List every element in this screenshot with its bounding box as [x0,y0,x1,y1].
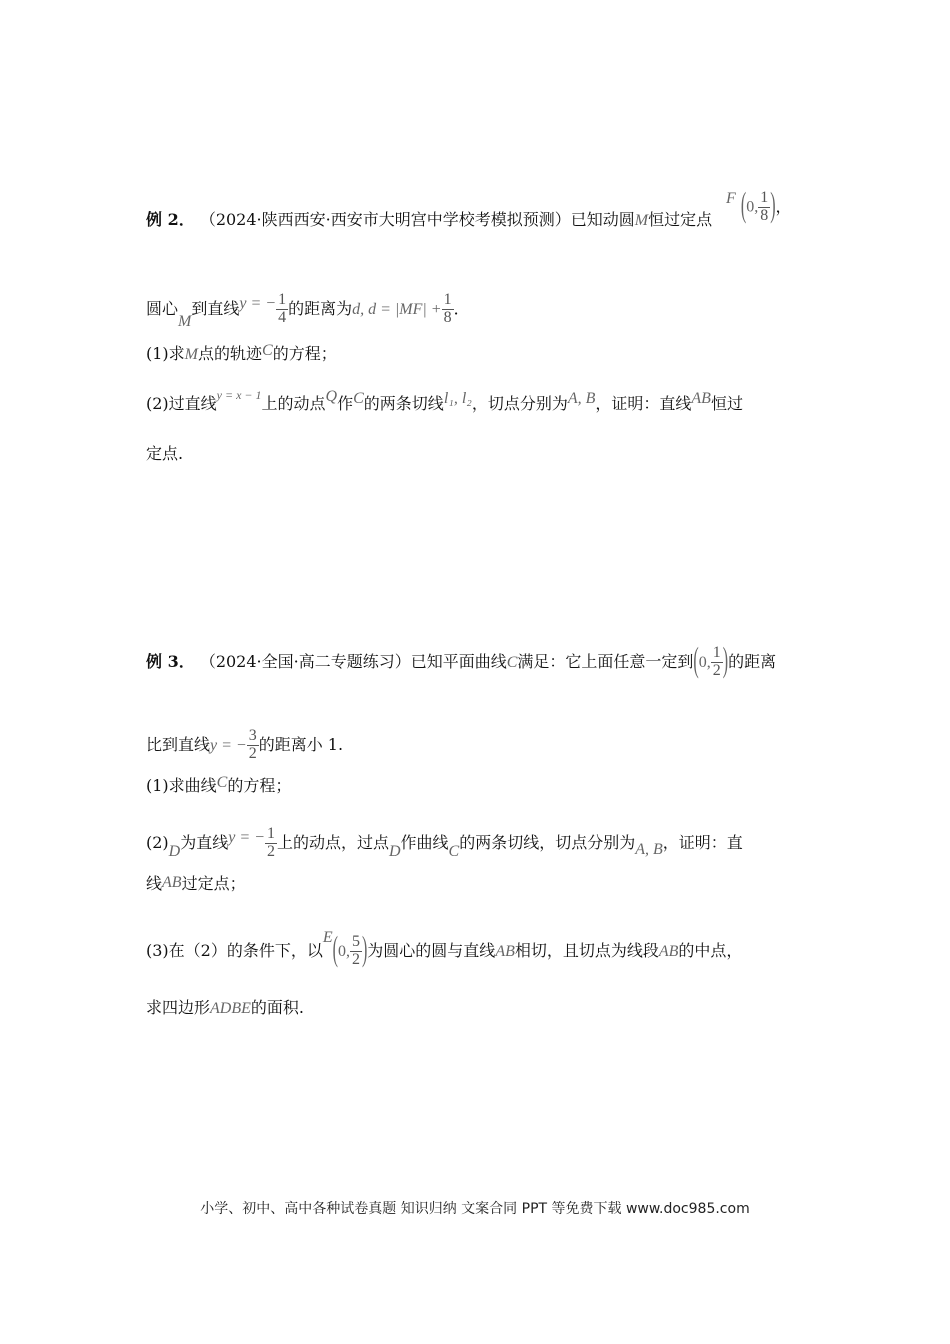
ex2-source: （2024·陕西西安·西安市大明宫中学校考模拟预测） [199,210,571,229]
paren-close: ) [770,187,776,225]
ex3-stem-line1 [146,642,777,680]
ex3-q3-text-4: 的中点， [678,940,743,960]
frac-num: 5 [351,933,360,950]
ex3-q3-text-1: (3)在（2）的条件下，以 [146,940,323,960]
ex3-q3-text-3: 相切，且切点为线段 [514,940,659,960]
ex2-math-AB: AB [691,390,711,407]
ex3-q2-text-3: 上的动点，过点 [276,832,389,852]
ex3-line2-text-2: 的距离小 1. [258,734,344,754]
frac-num: 1 [266,825,275,842]
ex3-math-C: C [506,653,518,671]
ex2-question-2 [146,388,743,413]
ex2-q2-text-8: 定点. [146,444,184,463]
ex2-math-C-2: C [353,390,364,407]
frac-num: 1 [443,291,452,308]
ex3-q2-text-8: 过定点； [181,874,246,893]
ex2-q2-text-5: ，切点分别为 [471,394,568,413]
ex3-frac-3-2 [247,728,259,763]
ex3-source: （2024·全国·高二专题练习） [199,651,411,671]
footer-banner: 小学、初中、高中各种试卷真题 知识归纳 文案合同 PPT 等免费下载 www.doc985.com [200,1201,750,1217]
ex2-math-M: M [634,212,649,229]
paren-open: ( [332,931,338,969]
ex2-q2-text-3: 作 [337,394,354,413]
ex3-stem-text-1: 已知平面曲线 [410,651,507,671]
ex2-math-distance: d, d = |MF| + [352,300,442,318]
ex3-math-C-q1: C [216,774,228,791]
ex2-q1-text-3: 的方程； [272,344,337,363]
paren-open: ( [693,642,699,680]
ex3-q3-text-5: 求四边形 [146,998,211,1017]
frac-num: 1 [278,291,287,308]
frac-num: 1 [760,189,769,206]
ex2-stem-line1 [146,212,712,229]
ex3-q2-text-7: 线 [146,874,163,893]
ex2-point-F [726,187,792,225]
ex3-math-AB-pair: A, B [635,840,663,858]
ex2-period: ． [453,298,470,318]
ex3-stem-text-3: 的距离 [728,651,777,671]
ex3-math-D-2: D [388,842,401,860]
ex3-question-2 [146,826,743,861]
ex3-zero-E: 0, [337,942,350,960]
ex2-math-M-q1: M [184,346,198,363]
frac-den: 2 [712,661,721,679]
ex3-math-E: E [322,928,333,946]
ex3-label: 例 3． [146,651,195,671]
frac-den: 8 [760,206,769,224]
ex3-q1-text-1: (1)求曲线 [146,776,217,795]
ex2-line2-text-3: 的距离为 [288,298,353,318]
ex2-frac-1-8-b [442,292,454,327]
ex2-question-2-cont [146,446,183,462]
ex2-frac-1-8 [758,190,770,225]
ex3-math-AB-3: AB [658,942,679,960]
frac-den: 8 [443,308,452,326]
frac-den: 2 [248,744,257,762]
ex3-stem-text-2: 满足：它上面任意一定到 [517,651,694,671]
ex2-q2-text-1: (2)过直线 [146,394,217,413]
ex2-line2-text-1: 圆心 [146,298,179,318]
ex3-math-AB: AB [162,874,182,891]
frac-num: 3 [248,727,257,744]
ex3-q2-text-4: 作曲线 [400,832,449,852]
ex3-math-y-eq-2: y = − [228,828,265,846]
ex2-q2-text-7: 恒过 [710,394,743,413]
ex3-math-AB-2: AB [495,942,515,960]
ex3-math-y-eq: y = − [210,736,247,754]
ex2-math-AB-pair: A, B [567,390,596,407]
ex3-math-ADBE: ADBE [210,1000,251,1017]
ex3-q2-text-2: 为直线 [180,832,229,852]
ex2-stem-line2 [146,291,470,330]
ex2-q1-text-2: 点的轨迹 [198,344,263,363]
ex3-line2-text-1: 比到直线 [146,734,211,754]
frac-den: 2 [266,842,275,860]
ex3-q1-text-2: 的方程； [227,776,292,795]
ex2-math-tangents: l₁, l₂ [443,390,472,407]
ex3-question-2-cont [146,876,246,893]
ex3-q3-text-6: 的面积. [250,998,304,1017]
ex2-q2-text-6: ，证明：直线 [595,394,692,413]
ex3-question-3-cont [146,1000,304,1017]
ex2-math-y-eq: y = − [239,294,277,312]
paren-close: ) [722,642,729,680]
ex2-line2-text-2: 到直线 [191,298,240,318]
ex3-question-3 [146,928,743,969]
ex2-math-M-center: M [178,312,192,330]
frac-num: 1 [712,644,721,661]
ex2-q1-text-1: (1)求 [146,344,185,363]
ex2-math-F: F [726,190,736,207]
ex3-frac-1-2 [711,645,723,680]
ex3-stem-line2 [146,728,343,763]
paren-close: ) [361,931,368,969]
ex3-zero: 0, [698,653,711,671]
ex3-frac-1-2-b [265,826,277,861]
ex2-math-line: y = x − 1 [216,388,262,402]
frac-den: 4 [278,308,287,326]
ex2-question-1 [146,342,337,363]
ex3-frac-5-2 [350,934,362,969]
ex3-q2-text-1: (2) [146,832,169,852]
ex2-q2-text-2: 上的动点 [261,394,326,413]
ex3-q3-text-2: 为圆心的圆与直线 [367,940,496,960]
ex2-stem-text-2: 恒过定点 [648,210,713,229]
ex3-q2-text-5: 的两条切线，切点分别为 [459,832,636,852]
ex2-math-C: C [262,342,273,359]
ex2-math-Q: Q [325,388,338,405]
ex2-comma: ， [775,196,792,216]
frac-den: 2 [351,950,360,968]
ex2-label: 例 2． [146,210,195,229]
ex2-zero: 0, [746,198,759,216]
ex3-question-1 [146,774,292,795]
ex2-stem-text-1: 已知动圆 [570,210,635,229]
ex2-frac-1-4 [276,292,288,327]
ex3-math-C-2: C [448,842,460,860]
paren-open: ( [740,187,747,225]
ex3-math-D: D [168,842,181,860]
ex3-q2-text-6: ，证明：直 [662,832,743,852]
ex2-q2-text-4: 的两条切线 [363,394,444,413]
